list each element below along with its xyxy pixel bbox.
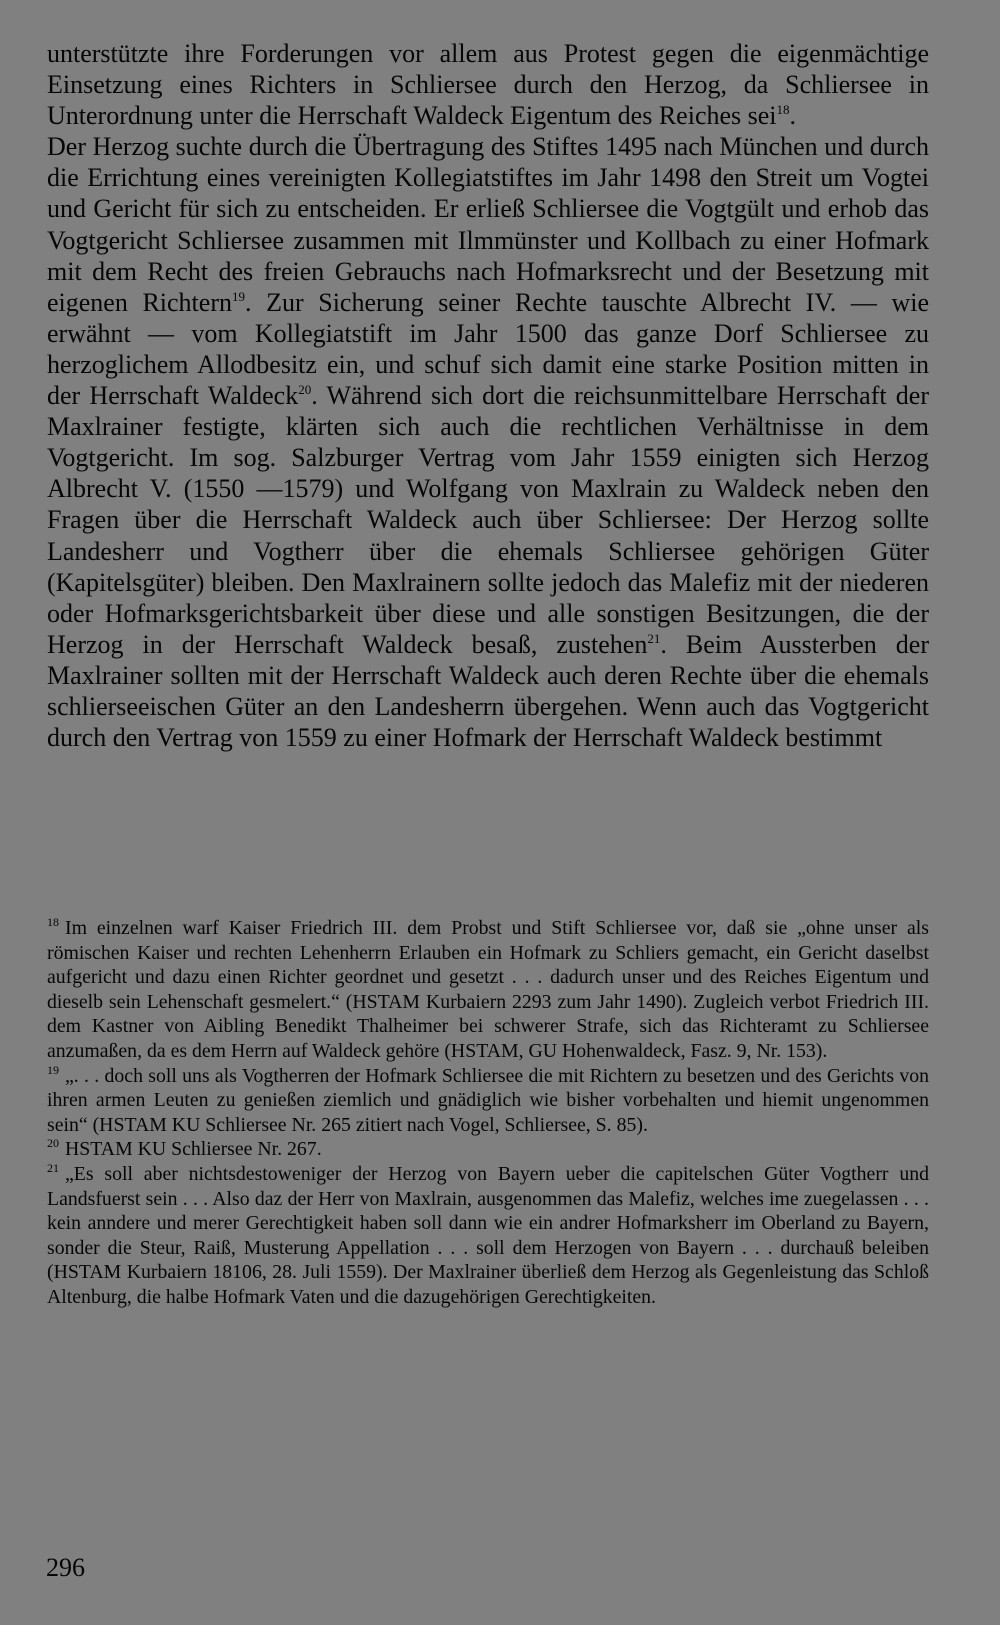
footnote-20: [47, 1137, 929, 1162]
main-text: [47, 38, 929, 753]
paragraph-text: . Beim Aussterben der Maxlrainer sollten mit der Herrschaft Waldeck auch deren Rechte über die ehemals schlierseeischen Güter an den Landesherrn übergehen. Wenn auch das Vogtgericht durch den Vertrag von 1559 zu einer Hofmark der Herrschaft Waldeck bestimmt: [47, 629, 929, 753]
paragraph-1: [47, 38, 929, 131]
footnote-number: 18: [47, 915, 59, 929]
footnote-text: „. . . doch soll uns als Vogtherren der Hofmark Schliersee die mit Richtern zu besetzen und des Gerichts von ihren armen Leuten zu genießen ziemlich und gnädiglich wie bisher vorbehalten und hiemit ungenommen sein“ (HSTAM KU Schliersee Nr. 265 zitiert nach Vogel, Schliersee, S. 85).: [47, 1064, 929, 1136]
page-number: 296: [46, 1553, 85, 1582]
footnotes: [47, 916, 929, 1310]
paragraph-text: Der Herzog suchte durch die Übertragung des Stiftes 1495 nach München und durch die Errichtung eines vereinigten Kollegiatstiftes im Jahr 1498 den Streit um Vogtei und Gericht für sich zu entscheiden. Er erließ Schliersee die Vogtgült und erhob das Vogtgericht Schliersee zusammen mit Ilmmünster und Kollbach zu einer Hofmark mit dem Recht des freien Gebrauchs nach Hofmarksrecht und der Besetzung mit eigenen Richtern: [47, 132, 929, 317]
footnote-ref-20: 20: [298, 382, 312, 398]
footnote-text: Im einzelnen warf Kaiser Friedrich III. dem Probst und Stift Schliersee vor, daß sie „ohne unser als römischen Kaiser und rechten Lehenherrn Erlauben ein Hofmark zu Schliers gemacht, ein Gericht daselbst aufgericht und dazu einen Richter geordnet und gesetzt . . . dadurch unser und des Reiches Eigentum und dieselb sein Lehenschaft gesmelert.“ (HSTAM Kurbaiern 2293 zum Jahr 1490). Zugleich verbot Friedrich III. dem Kastner von Aibling Benedikt Thalheimer bei schwerer Strafe, sich das Richteramt zu Schliersee anzumaßen, da es dem Herrn auf Waldeck gehöre (HSTAM, GU Hohenwaldeck, Fasz. 9, Nr. 153).: [47, 917, 929, 1062]
footnote-number: 19: [47, 1062, 59, 1077]
footnote-19: [47, 1064, 929, 1138]
footnote-21: [47, 1162, 929, 1310]
paragraph-text: . Während sich dort die reichsunmittelbare Herrschaft der Maxlrainer festigte, klärten sich auch die rechtlichen Verhältnisse in dem Vogtgericht. Im sog. Salzburger Vertrag vom Jahr 1559 einigten sich Herzog Albrecht V. (1550 —1579) und Wolfgang von Maxlrain zu Waldeck neben den Fragen über die Herrschaft Waldeck auch über Schliersee: Der Herzog sollte Landesherr und Vogtherr über die ehemals Schliersee gehörigen Güter (Kapitelsgüter) bleiben. Den Maxlrainern sollte jedoch das Malefiz mit der niederen oder Hofmarksgerichtsbarkeit über diese und alle sonstigen Besitzungen, die der Herzog in der Herrschaft Waldeck besaß, zustehen: [47, 381, 929, 659]
footnote-text: HSTAM KU Schliersee Nr. 267.: [65, 1138, 322, 1161]
footnote-text: „Es soll aber nichtsdestoweniger der Herzog von Bayern ueber die capitelschen Güter Vogtherr und Landsfuerst sein . . . Also daz der Herr von Maxlrain, ausgenommen das Malefiz, welches ime zuegelassen . . . kein anndere und merer Gerechtigkeit haben soll dann wie ein andrer Hofmarksherr im Oberland zu Bayern, sonder die Steur, Raiß, Musterung Appellation . . . soll dem Herzogen von Bayern . . . durchauß beleiben (HSTAM Kurbaiern 18106, 28. Juli 1559). Der Maxlrainer überließ dem Herzog als Gegenleistung das Schloß Altenburg, die halbe Hofmark Vaten und die dazugehörigen Gerechtigkeiten.: [47, 1162, 929, 1308]
footnote-ref-21: 21: [647, 630, 661, 646]
footnote-ref-19: 19: [231, 288, 245, 304]
footnote-ref-18: 18: [776, 102, 790, 118]
paragraph-text: unterstützte ihre Forderungen vor allem aus Protest gegen die eigenmächtige Einsetzung eines Richters in Schliersee durch den Herzog, da Schliersee in Unterordnung unter die Herrschaft Waldeck Eigentum des Reiches sei: [47, 39, 929, 131]
footnote-number: 20: [47, 1136, 59, 1151]
paragraph-text: . Zur Sicherung seiner Rechte tauschte Albrecht IV. — wie erwähnt — vom Kollegiatstift im Jahr 1500 das ganze Dorf Schliersee zu herzoglichem Allodbesitz ein, und schuf sich damit eine starke Position mitten in der Herrschaft Waldeck: [47, 287, 929, 411]
footnote-18: [47, 916, 929, 1064]
paragraph-2: [47, 131, 929, 753]
paragraph-text-end: .: [789, 101, 797, 131]
footnote-number: 21: [47, 1160, 59, 1175]
